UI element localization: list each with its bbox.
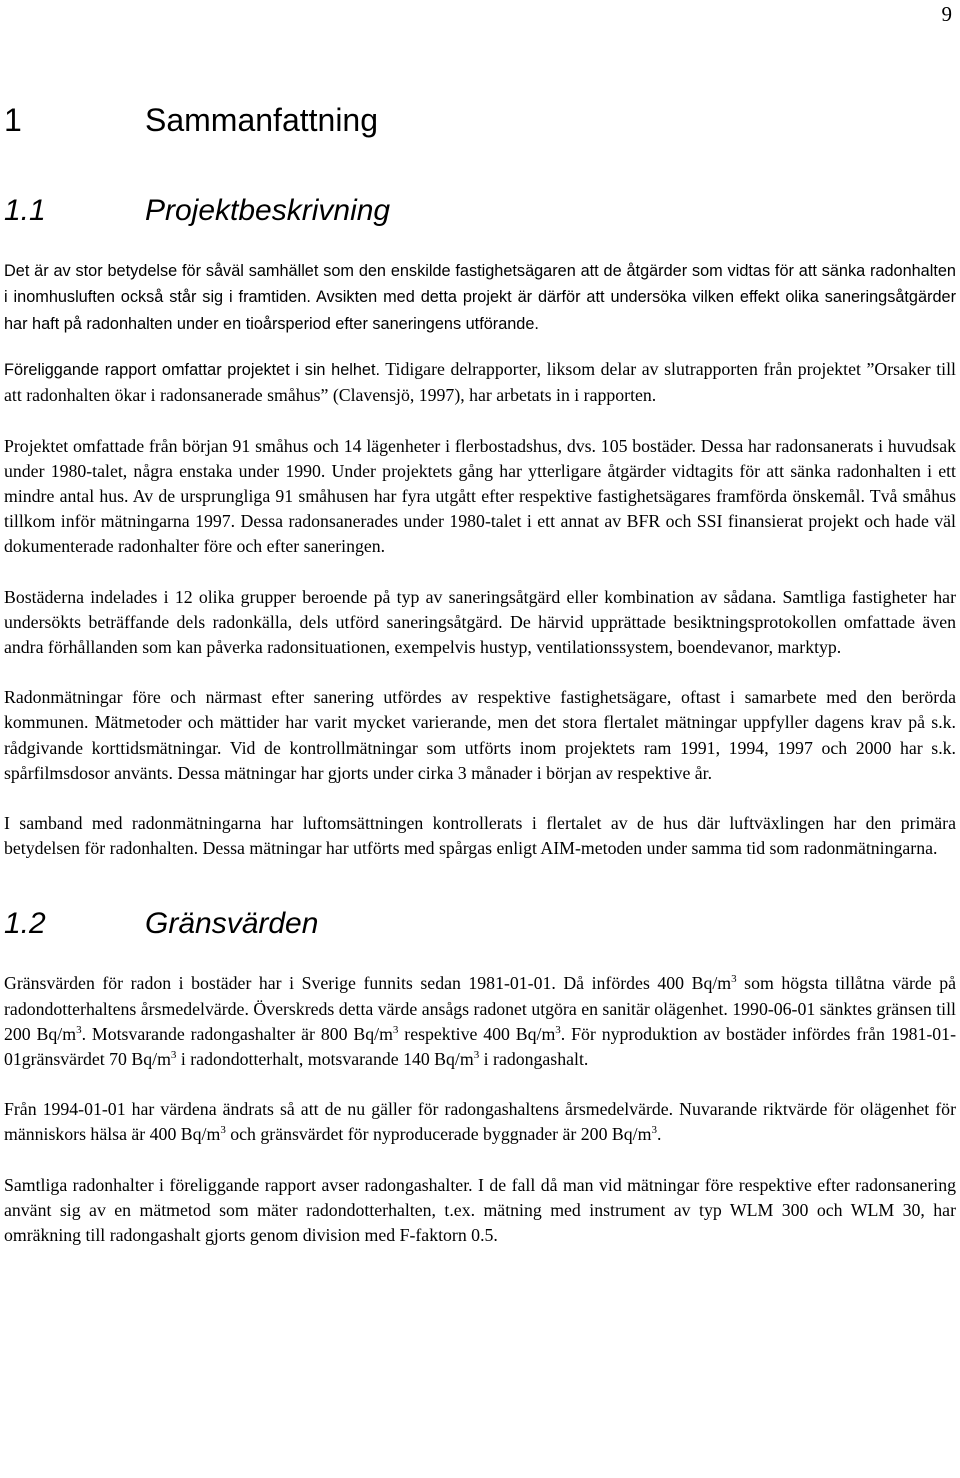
paragraph-report-scope-rest: Tidigare delrapporter, liksom delar av slutrapporten från projektet ”Orsaker till att radonhalten ökar i radonsanerade småhus” (Clavensjö, 1997), har arbetats in i rapporten. bbox=[4, 359, 956, 406]
text-run: Gränsvärden för radon i bostäder har i Sverige funnits sedan 1981-01-01. Då infördes 400 Bq/m bbox=[4, 973, 732, 994]
paragraph-report-scope-lead: Föreliggande rapport omfattar projektet i sin helhet. bbox=[4, 361, 381, 380]
text-run: i radongashalt. bbox=[479, 1049, 589, 1070]
section-number: 1.2 bbox=[4, 907, 46, 941]
section-title: Projektbeskrivning bbox=[145, 194, 391, 227]
text-run: respektive 400 Bq/m bbox=[398, 1023, 556, 1044]
document-body bbox=[4, 94, 956, 1273]
section-heading-1-2 bbox=[4, 899, 956, 949]
text-run: . Motsvarande radongashalter är 800 Bq/m bbox=[81, 1023, 393, 1044]
text-run: Från 1994-01-01 har värdena ändrats så att de nu gäller för radongashaltens årsmedelvärde. Nuvarande riktvärde för olägenhet för människors hälsa är 400 Bq/m bbox=[4, 1099, 956, 1145]
paragraph-measurements: Radonmätningar före och närmast efter sanering utfördes av respektive fastighetsägare, oftast i samarbete med den berörda kommunen. Mätmetoder och mättider har varit mycket varierande, men det stora flertalet mätningar uppfyller dagens krav på s.k. rådgivande korttidsmätningar. Vid de kontrollmätningar som utförts inom projektets ram 1991, 1994, 1997 och 2000 har s.k. spårfilmsdosor använts. Dessa mätningar har gjorts under cirka 3 månader i början av respektive år. bbox=[4, 687, 956, 783]
chapter-number: 1 bbox=[4, 102, 22, 138]
chapter-title: Sammanfattning bbox=[145, 102, 379, 138]
superscript: 3 bbox=[76, 1023, 82, 1036]
paragraph-limits-history bbox=[4, 971, 956, 1072]
text-run: . För nyproduktion av bostäder infördes från 1981-01-01gränsvärdet 70 Bq/m bbox=[4, 1023, 956, 1070]
section-title: Gränsvärden bbox=[145, 907, 319, 941]
superscript: 3 bbox=[220, 1124, 226, 1137]
paragraph-air-exchange: I samband med radonmätningarna har luftomsättningen kontrollerats i flertalet av de hus där luftväxlingen har den primära betydelsen för radonhalten. Dessa mätningar har utförts med spårgas enligt AIM-metoden under samma tid som radonmätningarna. bbox=[4, 813, 956, 859]
text-run: i radondotterhalt, motsvarande 140 Bq/m bbox=[176, 1049, 474, 1070]
text-run: och gränsvärdet för nyproducerade byggnader är 200 Bq/m bbox=[225, 1124, 652, 1145]
superscript: 3 bbox=[392, 1023, 399, 1036]
superscript: 3 bbox=[651, 1124, 657, 1137]
superscript: 3 bbox=[731, 973, 737, 986]
paragraph-conversion: Samtliga radonhalter i föreliggande rapport avser radongashalter. I de fall då man vid mätningar före respektive efter radonsanering använt sig av en mätmetod som mäter radondotterhalten, t.ex. mätning med instrument av typ WLM 300 och WLM 30, har omräkning till radongashalt gjorts genom division med F-faktorn 0.5. bbox=[4, 1174, 956, 1246]
page-number: 9 bbox=[941, 2, 952, 26]
paragraph-limits-1994 bbox=[4, 1097, 956, 1147]
chapter-heading bbox=[4, 94, 956, 146]
paragraph-groups: Bostäderna indelades i 12 olika grupper beroende på typ av saneringsåtgärd eller kombination av sådana. Samtliga fastigheter har undersökts beträffande dels radonkälla, dels utförd saneringsåtgärd. De härvid upprättade besiktningsprotokollen omfattade även andra förhållanden som kan påverka radonsituationen, exempelvis hustyp, ventilationssystem, boendevanor, marktyp. bbox=[4, 586, 956, 658]
paragraph-intro: Det är av stor betydelse för såväl samhället som den enskilde fastighetsägaren att de åtgärder som vidtas för att sänka radonhalten i inomhusluften också står sig i framtiden. Avsikten med detta projekt är därför att undersöka vilken effekt olika saneringsåtgärder har haft på radonhalten under en tioårsperiod efter saneringens utförande. bbox=[4, 262, 956, 333]
superscript: 3 bbox=[555, 1023, 561, 1036]
text-run: . bbox=[656, 1124, 662, 1145]
section-number: 1.1 bbox=[4, 194, 46, 227]
superscript: 3 bbox=[473, 1049, 480, 1062]
paragraph-report-scope bbox=[4, 357, 956, 408]
section-heading-1-1 bbox=[4, 186, 956, 236]
paragraph-project-scope: Projektet omfattade från början 91 småhus och 14 lägenheter i flerbostadshus, dvs. 105 bostäder. Dessa har radonsanerats i huvudsak under 1980-talet, några enstaka under 1990. Under projektets gång har ytterligare åtgärder vidtagits för att sänka radonhalten i ett mindre antal hus. Av de ursprungliga 91 småhusen har fyra utgått efter respektive fastighetsägares framförda önskemål. Två småhus tillkom inför mätningarna 1997. Dessa radonsanerades under 1980-talet i ett annat av BFR och SSI finansierat projekt och hade väl dokumenterade radonhalter före och efter saneringen. bbox=[4, 435, 956, 557]
text-run: som högsta tillåtna värde på radondotterhaltens årsmedelvärde. Överskreds detta värde ansågs radonet utgöra en sanitär olägenhet. 1990-06-01 sänktes gränsen till 200 Bq/m bbox=[4, 973, 957, 1044]
superscript: 3 bbox=[170, 1049, 177, 1062]
